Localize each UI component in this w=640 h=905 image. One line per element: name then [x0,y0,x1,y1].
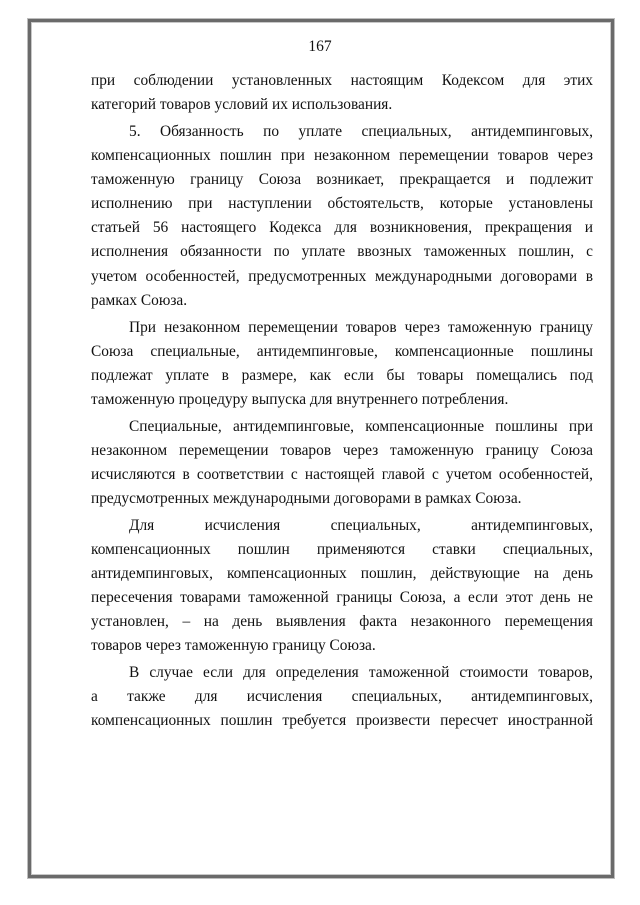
text-line: предусмотренных международными договорами в рамках Союза. [91,489,522,507]
paragraph [91,514,593,659]
text-line: исполнения обязанности по уплате ввозных таможенных пошлин, с [91,243,593,261]
text-line: При незаконном перемещении товаров через таможенную границу [129,318,593,336]
text-line: таможенную процедуру выпуска для внутреннего потребления. [91,390,509,408]
text-line: В случае если для определения таможенной стоимости товаров, [129,664,593,682]
text-line: исполнению при наступлении обстоятельств, которые установлены [91,195,593,213]
text-line: категорий товаров условий их использования. [91,96,393,114]
text-line: компенсационных пошлин применяются ставки специальных, [91,540,593,558]
paragraph [91,415,593,511]
text-line: компенсационных пошлин при незаконном перемещении товаров через [91,147,593,165]
text-line: пересечения товарами таможенной границы Союза, а если этот день не [91,589,593,607]
paragraph [91,316,593,412]
document-body [91,69,593,736]
text-line: подлежат уплате в размере, как если бы товары помещались под [91,366,593,384]
text-line: а также для исчисления специальных, антидемпинговых, [91,688,593,706]
text-line: при соблюдении установленных настоящим Кодексом для этих [91,72,593,89]
text-line: установлен, – на день выявления факта незаконного перемещения [91,613,593,631]
text-line: Для исчисления специальных, антидемпинговых, [129,516,593,534]
text-line: рамках Союза. [91,291,188,309]
text-line: антидемпинговых, компенсационных пошлин, действующие на день [91,565,593,583]
text-line: исчисляются в соответствии с настоящей главой с учетом особенностей, [91,465,593,483]
text-line: Союза специальные, антидемпинговые, компенсационные пошлины [91,342,593,360]
text-line: 5. Обязанность по уплате специальных, антидемпинговых, [129,122,593,140]
text-line: компенсационных пошлин требуется произвести пересчет иностранной [91,712,593,730]
text-line: таможенную границу Союза возникает, прекращается и подлежит [91,171,593,189]
text-line: Специальные, антидемпинговые, компенсационные пошлины при [129,417,593,435]
paragraph [91,69,593,117]
paragraph [91,120,593,313]
text-line: статьей 56 настоящего Кодекса для возникновения, прекращения и [91,219,593,237]
text-line: учетом особенностей, предусмотренных международными договорами в [91,267,593,285]
text-line: незаконном перемещении товаров через таможенную границу Союза [91,441,593,459]
page-number: 167 [308,38,332,55]
text-line: товаров через таможенную границу Союза. [91,637,376,655]
paragraph [91,661,593,733]
